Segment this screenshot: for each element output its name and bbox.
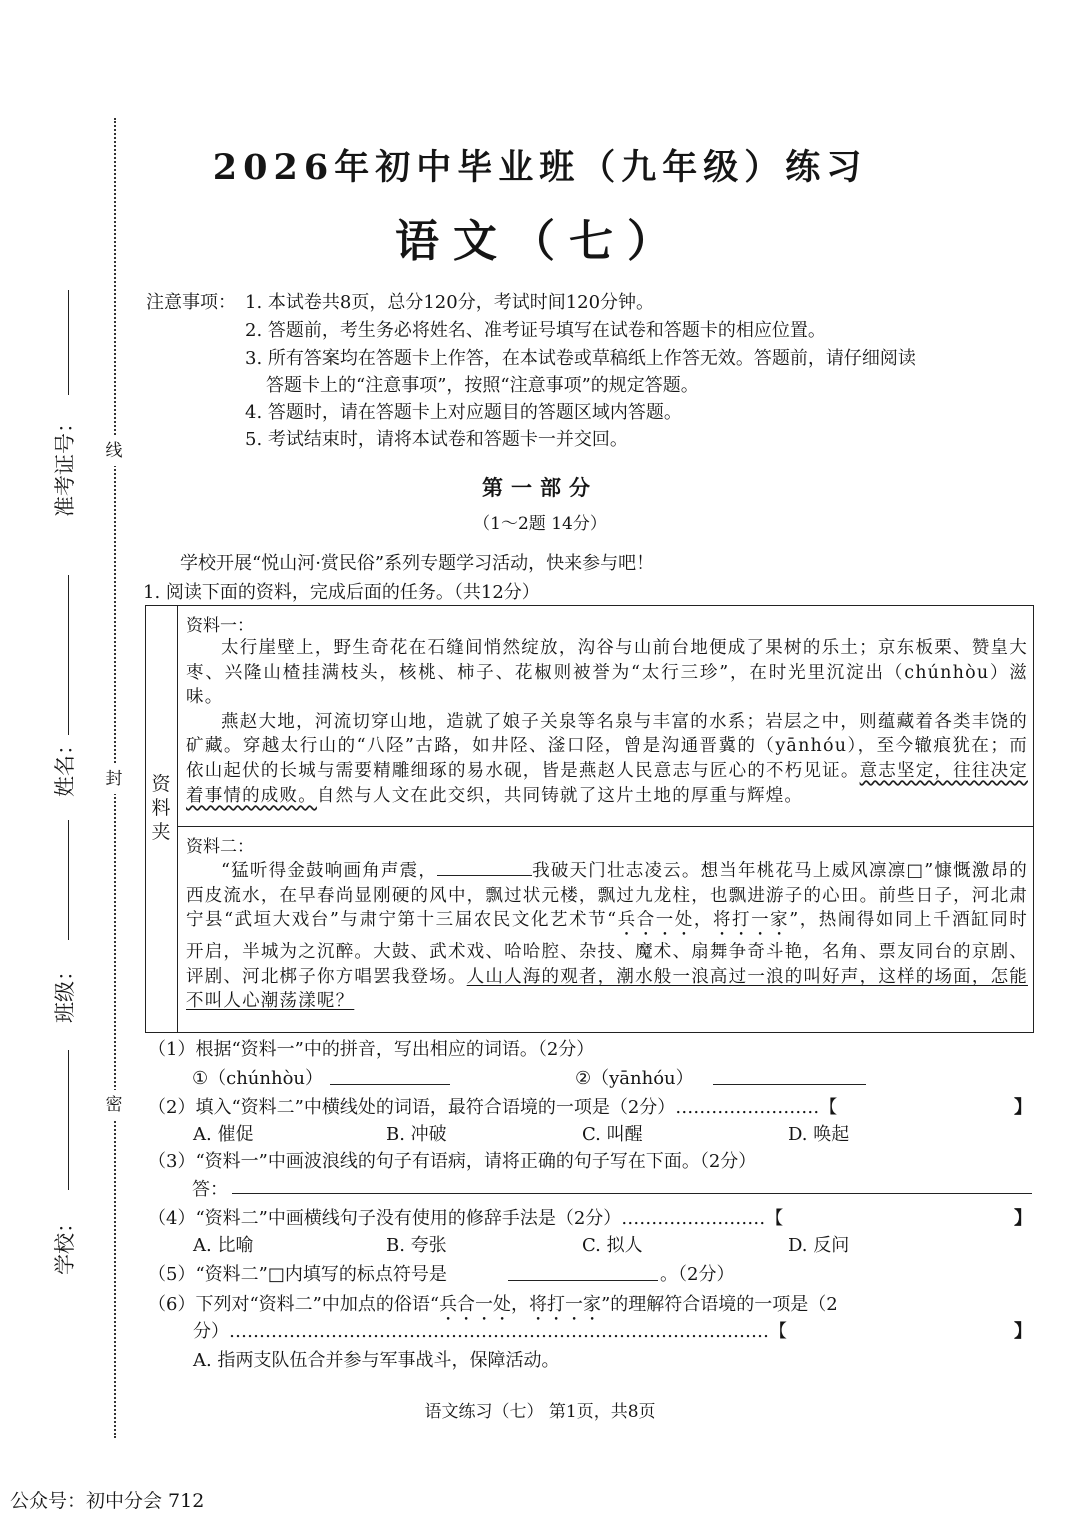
exam-id-label: 准考证号： (53, 412, 77, 517)
material-two-text-d: ”，热闹得如同上千酒缸同时开启，半城为之沉醉。大鼓、武术戏、哈哈腔、杂技、魔术、扇舞争奇斗艳，名角、票友同台的京剧、评剧、河北梆子你方唱罢我登场。 (186, 910, 1029, 987)
name-label: 姓名： (53, 734, 77, 797)
exam-title: 2026年初中毕业班（九年级）练习 (212, 147, 868, 188)
question-1-5: （5）“资料二”□内填写的标点符号是 (148, 1264, 447, 1285)
class-line[interactable] (68, 820, 69, 940)
question-1-1-b-label: ②（yānhóu） (575, 1068, 694, 1089)
answer-line-1-3[interactable] (232, 1175, 1032, 1194)
question-1-4: （4）“资料二”中画横线句子没有使用的修辞手法是（2分）……………………【 (148, 1208, 784, 1229)
option-1-2-b: B. 冲破 (386, 1124, 447, 1145)
page-footer: 语文练习（七） 第1页，共8页 (424, 1402, 656, 1422)
school-label: 学校： (53, 1212, 77, 1275)
part-title: 第一部分 (482, 475, 598, 500)
punctuation-box[interactable]: □ (906, 861, 925, 881)
note-item-2: 2. 答题前，考生务必将姓名、准考证号填写在试卷和答题卡的相应位置。 (245, 320, 826, 341)
answer-bracket-1-2[interactable]: 】 (1014, 1097, 1032, 1118)
material-one-paragraph-1: 太行崖壁上，野生奇花在石缝间悄然绽放，沟谷与山前台地便成了果树的乐土；京东板栗、赞皇大枣、兴隆山楂挂满枝头，核桃、柿子、花椒则被誉为“太行三珍”，在时光里沉淀出（chúnhòu）滋味。 (186, 638, 1028, 708)
material-two (186, 832, 1028, 1014)
material-two-text (186, 857, 1028, 1014)
option-1-2-c: C. 叫醒 (582, 1124, 643, 1145)
watermark-text: 公众号：初中分会 712 (10, 1490, 205, 1512)
material-folder-label: 资料夹 (151, 773, 171, 843)
option-1-2-a: A. 催促 (193, 1124, 254, 1145)
material-folder-divider (177, 605, 178, 1033)
material-two-text-b: 我破天门壮志凌云。想当年桃花马上威风凛凛 (532, 861, 907, 881)
note-item-3-cont: 答题卡上的“注意事项”，按照“注意事项”的规定答题。 (266, 375, 699, 396)
name-line[interactable] (68, 575, 69, 735)
note-item-4: 4. 答题时，请在答题卡上对应题目的答题区域内答题。 (245, 402, 682, 423)
question-1-1: （1）根据“资料一”中的拼音，写出相应的词语。（2分） (148, 1039, 595, 1060)
material-one (186, 611, 1028, 808)
material-two-paragraph (186, 857, 1028, 1014)
material-one-heading: 资料一： (186, 616, 254, 636)
option-1-4-b: B. 夸张 (386, 1235, 447, 1256)
binding-close-char: 密 (101, 1090, 127, 1120)
activity-intro: 学校开展“悦山河·赏民俗”系列专题学习活动，快来参与吧！ (180, 553, 655, 574)
notes-label: 注意事项： (146, 292, 236, 313)
note-item-5: 5. 考试结束时，请将本试卷和答题卡一并交回。 (245, 429, 628, 450)
question-1-5-end: 。（2分） (660, 1264, 735, 1285)
material-one-text (186, 636, 1028, 808)
question-1-stem: 1. 阅读下面的资料，完成后面的任务。（共12分） (143, 582, 540, 603)
question-1-6-text-b: ”的理解符合语境的一项是（2 (601, 1294, 838, 1315)
answer-blank-1-1-a[interactable] (330, 1066, 450, 1085)
option-1-4-c: C. 拟人 (582, 1235, 643, 1256)
option-1-6-a: A. 指两支队伍合并参与军事战斗，保障活动。 (193, 1350, 560, 1371)
exam-id-line[interactable] (68, 290, 69, 395)
option-1-4-d: D. 反问 (788, 1235, 850, 1256)
note-item-3: 3. 所有答案均在答题卡上作答，在本试卷或草稿纸上作答无效。答题前，请仔细阅读 (245, 348, 916, 369)
question-1-6-text-a: （6）下列对“资料二”中加点的俗语“ (148, 1294, 440, 1315)
answer-blank-1-1-b[interactable] (713, 1066, 866, 1085)
wavy-sentence: 意志坚定，往往决定着事情的成败。 (186, 760, 1028, 806)
material-two-text-c: ”慷慨激昂的西皮流水，在早春尚显刚硬的风中，飘过状元楼，飘过九龙柱，也飘进游子的心田。前些日子，河北肃宁县“武垣大戏台”与肃宁第十三届农民文化艺术节“ (186, 861, 1028, 931)
material-two-text-a: “猛听得金鼓响画角声震， (221, 861, 438, 881)
underlined-sentence: 人山人海的观者，潮水般一浪高过一浪的叫好声，这样的场面，怎能不叫人心潮荡漾呢？ (186, 966, 1028, 1012)
option-1-2-d: D. 唤起 (788, 1124, 850, 1145)
question-1-1-a-label: ①（chúnhòu） (192, 1068, 324, 1089)
note-item-1: 1. 本试卷共8页，总分120分，考试时间120分钟。 (245, 292, 655, 313)
binding-line-char: 线 (101, 436, 127, 466)
material-section-divider (177, 826, 1034, 827)
part-subtitle: （1～2题 14分） (473, 514, 607, 534)
question-1-6-cont: 分）………………………………………………………………………………【 (193, 1321, 787, 1342)
answer-blank-1-5[interactable] (508, 1262, 658, 1281)
question-1-3: （3）“资料一”中画波浪线的句子有语病，请将正确的句子写在下面。（2分） (148, 1151, 757, 1172)
question-1-2: （2）填入“资料二”中横线处的词语，最符合语境的一项是（2分）……………………【 (148, 1097, 838, 1118)
material-one-p2-text: 燕赵大地，河流切穿山地，造就了娘子关泉等名泉与丰富的水系；岩层之中，则蕴藏着各类丰饶的矿藏。穿越太行山的“八陉”古路，如井陉、滏口陉，曾是沟通晋冀的（yānhóu），至今辙痕犹在；而依山起伏的长城与需要精雕细琢的易水砚，皆是燕赵人民意志与匠心的不朽见证。 (186, 711, 1028, 781)
material-one-paragraph-2 (186, 710, 1028, 808)
school-line[interactable] (68, 1050, 69, 1190)
answer-bracket-1-4[interactable]: 】 (1014, 1208, 1032, 1229)
binding-seal-char: 封 (101, 764, 127, 794)
dotted-idiom: 兵合一处，将打一家 (617, 910, 790, 931)
option-1-4-a: A. 比喻 (193, 1235, 254, 1256)
answer-bracket-1-6[interactable]: 】 (1014, 1321, 1032, 1342)
material-two-heading: 资料二： (186, 837, 254, 857)
class-label: 班级： (53, 960, 77, 1023)
question-1-6-dotted-idiom: 兵合一处，将打一家 (439, 1294, 602, 1315)
answer-label-1-3: 答： (192, 1179, 228, 1200)
fill-blank-word[interactable] (437, 857, 532, 876)
subject-title: 语文（七） (395, 216, 685, 267)
material-one-p2-end: 自然与人文在此交织，共同铸就了这片土地的厚重与辉煌。 (316, 785, 804, 806)
